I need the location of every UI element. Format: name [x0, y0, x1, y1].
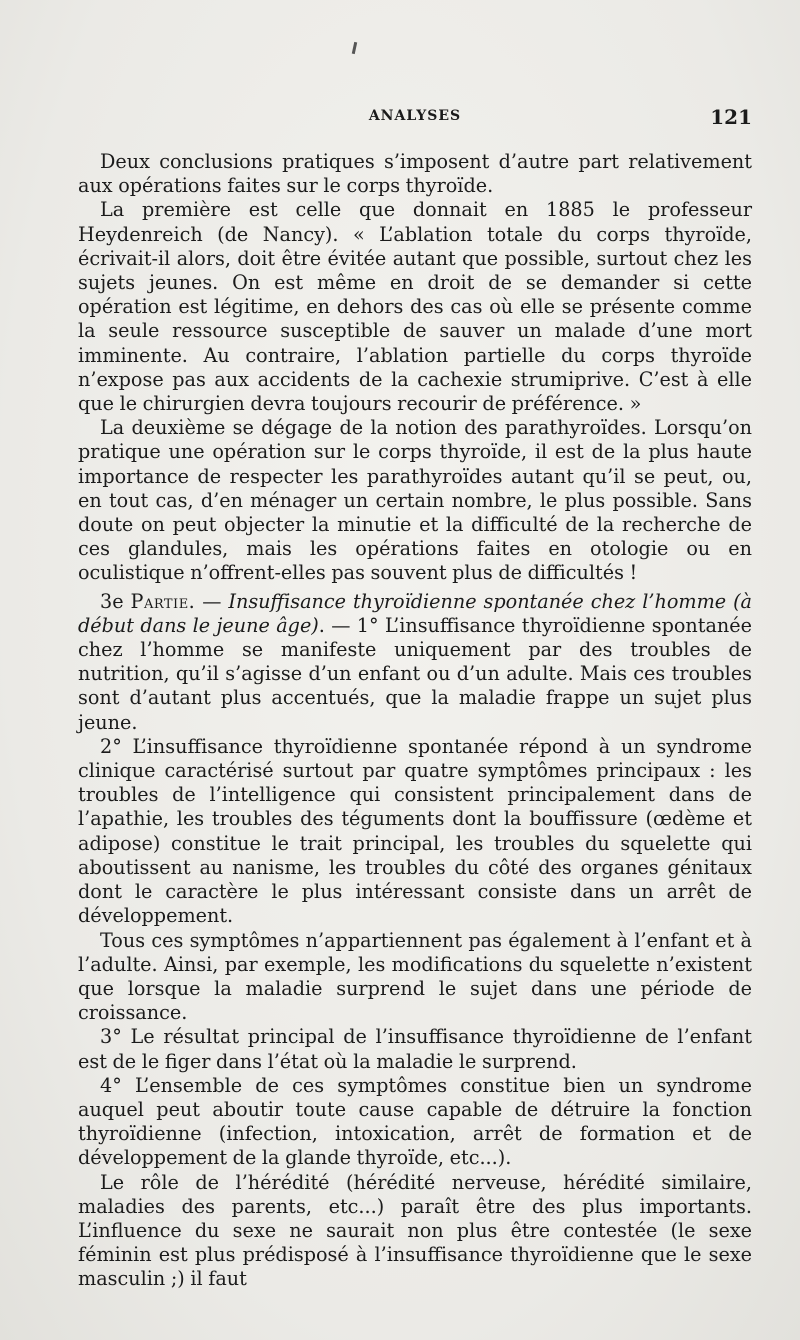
page-number: 121	[710, 105, 752, 129]
paragraph-second-conclusion: La deuxième se dégage de la notion des parathyroïdes. Lorsqu’on pratique une opération sur le corps thyroïde, il est de la plus haute importance de respecter les parathyroïdes autant qu’il se peut, ou, en tout cas, d’en ménager un certain nombre, le plus possible. Sans doute on peut objecter la minutie et la difficulté de la recherche de ces glandules, mais les opérations faites en otologie ou en oculistique n’offrent-elles pas souvent plus de difficultés !	[78, 416, 752, 585]
partie-label: Partie.	[130, 589, 196, 613]
paragraph-conclusions: Deux conclusions pratiques s’imposent d’autre part relativement aux opérations faites sur le corps thyroïde.	[78, 150, 752, 198]
partie-title: Insuffisance thyroïdienne spontanée chez l’homme (à début dans le jeune âge)	[78, 589, 752, 637]
ink-mark	[352, 42, 357, 54]
running-head	[78, 105, 752, 134]
paragraph-partie-3	[78, 590, 752, 735]
paragraph-symptoms: Tous ces symptômes n’appartiennent pas également à l’enfant et à l’adulte. Ainsi, par exemple, les modifications du squelette n’existent que lorsque la maladie surprend le sujet dans une période de croissance.	[78, 928, 752, 1025]
paragraph-first-conclusion: La première est celle que donnait en 1885 le professeur Heydenreich (de Nancy). « L’ablation totale du corps thyroïde, écrivait-il alors, doit être évitée autant que possible, surtout chez les sujets jeunes. On est même en droit de se demander si cette opération est légitime, en dehors des cas où elle se présente comme la seule ressource susceptible de sauver un malade d’une mort imminente. Au contraire, l’ablation partielle du corps thyroïde n’expose pas aux accidents de la cachexie strumiprive. C’est à elle que le chirurgien devra toujours recourir de préférence. »	[78, 198, 752, 416]
paragraph-point-3: 3° Le résultat principal de l’insuffisance thyroïdienne de l’enfant est de le figer dans l’état où la maladie le surprend.	[78, 1025, 752, 1073]
partie-number: 3e	[100, 589, 124, 613]
paragraph-point-4: 4° L’ensemble de ces symptômes constitue bien un syndrome auquel peut aboutir toute cause capable de détruire la fonction thyroïdienne (infection, intoxication, arrêt de formation et de développement de la glande thyroïde, etc...).	[78, 1073, 752, 1170]
partie-text: . — 1° L’insuffisance thyroïdienne spontanée chez l’homme se manifeste uniquement par des troubles de nutrition, qu’il s’agisse d’un enfant ou d’un adulte. Mais ces troubles sont d’autant plus accentués, que la maladie frappe un sujet plus jeune.	[78, 613, 753, 734]
partie-dash: —	[195, 589, 229, 613]
body-text	[78, 150, 752, 1292]
running-title: ANALYSES	[368, 108, 462, 124]
paragraph-point-2: 2° L’insuffisance thyroïdienne spontanée répond à un syndrome clinique caractérisé surtout par quatre symptômes principaux : les troubles de l’intelligence qui consistent principalement dans de l’apathie, les troubles des téguments dont la bouffissure (œdème et adipose) constitue le trait principal, les troubles du squelette qui aboutissent au nanisme, les troubles du côté des organes génitaux dont le caractère le plus intéressant consiste dans un arrêt de développement.	[78, 734, 752, 928]
paragraph-heredity: Le rôle de l’hérédité (hérédité nerveuse, hérédité similaire, maladies des parents, etc...) paraît être des plus importants. L’influence du sexe ne saurait non plus être contestée (le sexe féminin est plus prédisposé à l’insuffisance thyroïdienne que le sexe masculin ;) il faut	[78, 1170, 752, 1291]
